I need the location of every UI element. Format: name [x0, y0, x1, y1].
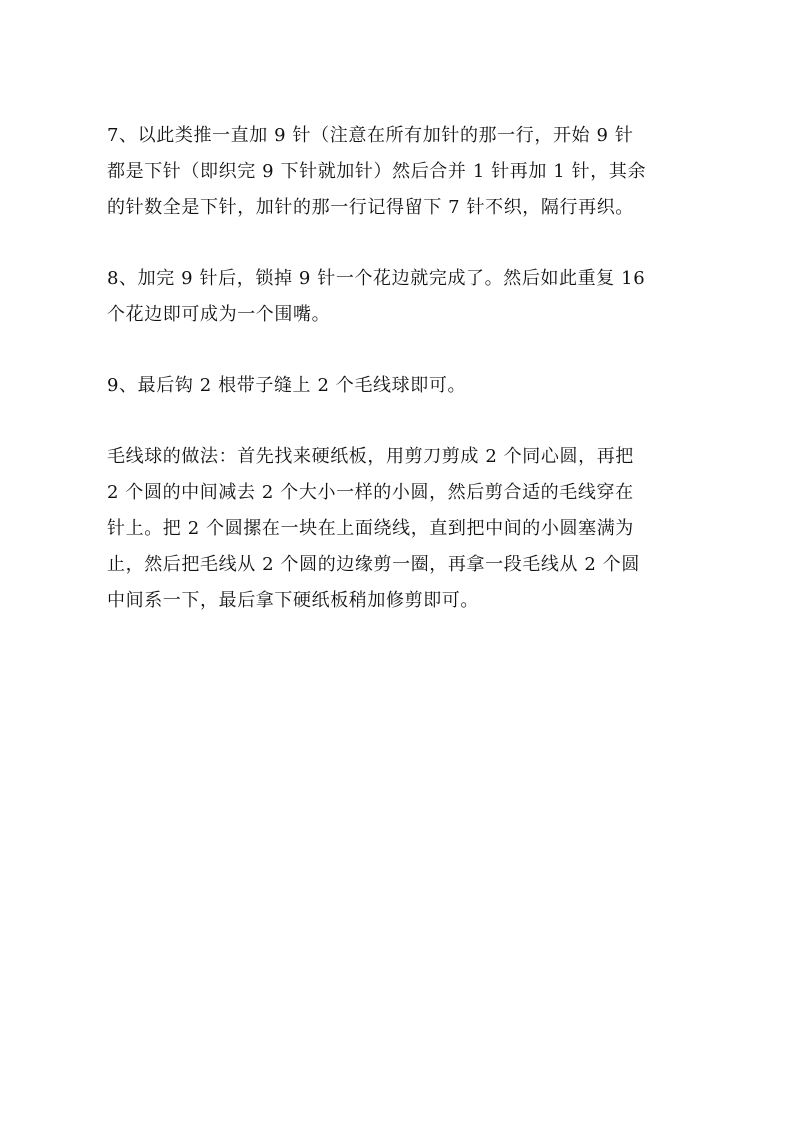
text-line: 中间系一下，最后拿下硬纸板稍加修剪即可。 — [107, 590, 479, 611]
paragraph-spacer — [107, 404, 699, 439]
paragraph-step-7 — [107, 118, 699, 226]
text-line: 的针数全是下针，加针的那一行记得留下 7 针不织，隔行再织。 — [107, 197, 634, 218]
paragraph-spacer — [107, 333, 699, 368]
text-line: 2 个圆的中间减去 2 个大小一样的小圆，然后剪合适的毛线穿在 — [107, 482, 634, 503]
text-line: 毛线球的做法：首先找来硬纸板，用剪刀剪成 2 个同心圆，再把 — [107, 446, 634, 467]
paragraph-pompom-method — [107, 439, 699, 619]
text-line: 7、以此类推一直加 9 针（注意在所有加针的那一行，开始 9 针 — [107, 125, 634, 146]
text-line: 针上。把 2 个圆摞在一块在上面绕线，直到把中间的小圆塞满为 — [107, 518, 634, 539]
document-body — [107, 118, 699, 619]
text-line: 止，然后把毛线从 2 个圆的边缘剪一圈，再拿一段毛线从 2 个圆 — [107, 554, 640, 575]
paragraph-spacer — [107, 226, 699, 261]
text-line: 个花边即可成为一个围嘴。 — [107, 304, 331, 325]
text-line: 都是下针（即织完 9 下针就加针）然后合并 1 针再加 1 针，其余 — [107, 161, 647, 182]
paragraph-step-8 — [107, 261, 699, 333]
text-line: 9、最后钩 2 根带子缝上 2 个毛线球即可。 — [107, 375, 467, 396]
text-line: 8、加完 9 针后，锁掉 9 针一个花边就完成了。然后如此重复 16 — [107, 268, 646, 289]
paragraph-step-9 — [107, 368, 699, 404]
